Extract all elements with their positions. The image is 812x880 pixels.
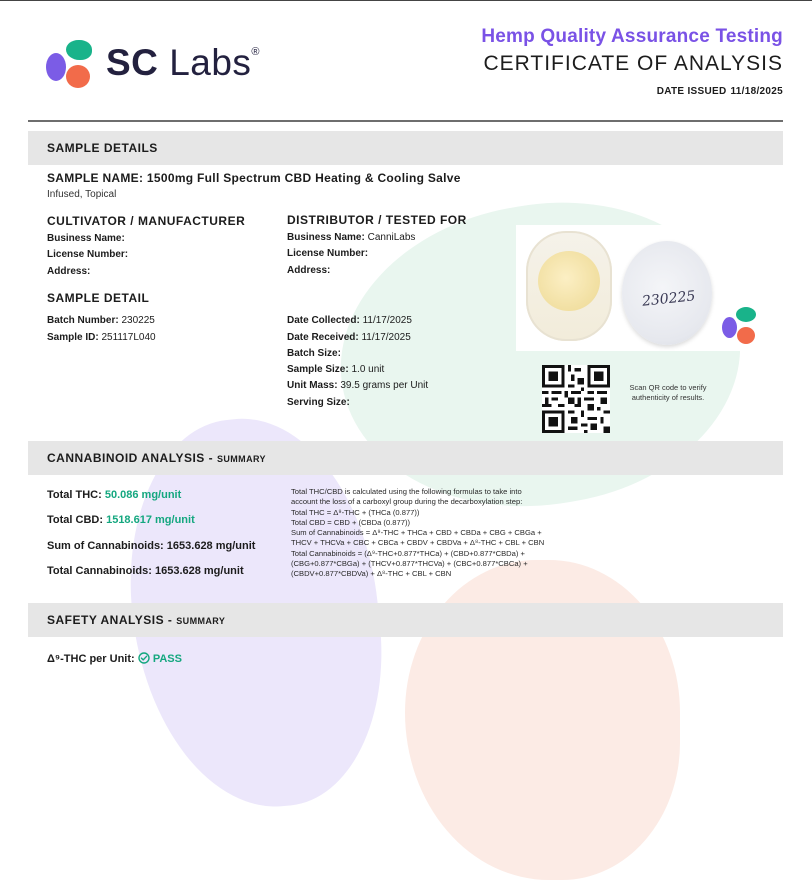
distributor-license: License Number:: [287, 248, 369, 259]
logo-orange-dot-icon: [66, 65, 90, 88]
formula-line: account the loss of a carboxyl group during the decarboxylation step:: [291, 497, 523, 507]
section-title: CANNABINOID ANALYSIS - SUMMARY: [47, 451, 266, 465]
section-bar-sample-details: [28, 131, 783, 165]
document-header: [481, 26, 783, 97]
photo-logo-icon: [722, 307, 762, 347]
delta9-thc-per-unit: Δ⁹-THC per Unit: PASS: [47, 653, 182, 665]
distributor-address: Address:: [287, 265, 331, 276]
logo-wordmark: SC Labs®: [106, 42, 261, 83]
distributor-heading: DISTRIBUTOR / TESTED FOR: [287, 213, 467, 227]
formula-line: (CBG+0.877*CBGa) + (THCV+0.877*THCVa) + (CBC+0.877*CBCa) +: [291, 559, 528, 569]
sample-size: Sample Size: 1.0 unit: [287, 364, 385, 375]
total-thc: Total THC: 50.086 mg/unit: [47, 489, 182, 501]
serving-size: Serving Size:: [287, 397, 350, 408]
jar-lid: [622, 241, 712, 345]
lid-batch-text: 230225: [641, 288, 697, 310]
distributor-business-name: Business Name: CanniLabs: [287, 232, 416, 243]
section-title: SAFETY ANALYSIS - SUMMARY: [47, 613, 226, 627]
logo-green-dot-icon: [66, 40, 92, 60]
formula-line: Total CBD = CBD + (CBDa (0.877)): [291, 517, 411, 527]
salve-jar: [526, 231, 612, 341]
unit-mass: Unit Mass: 39.5 grams per Unit: [287, 380, 429, 391]
pass-status: PASS: [152, 653, 182, 665]
sample-id: Sample ID: 251117L040: [47, 332, 156, 343]
sample-name: SAMPLE NAME: 1500mg Full Spectrum CBD Heating & Cooling Salve: [47, 171, 461, 185]
formula-line: Total THC = Δ⁹-THC + (THCa (0.877)): [291, 507, 420, 517]
sc-labs-logo: [46, 38, 266, 90]
date-issued: DATE ISSUED 11/18/2025: [656, 86, 783, 97]
cultivator-address: Address:: [47, 266, 91, 277]
cultivator-license: License Number:: [47, 249, 129, 260]
date-received: Date Received: 11/17/2025: [287, 332, 411, 343]
formula-line: Total THC/CBD is calculated using the following formulas to take into: [291, 487, 522, 496]
calculation-formulas: [291, 487, 576, 580]
sum-of-cannabinoids: Sum of Cannabinoids: 1653.628 mg/unit: [47, 540, 256, 552]
formula-line: THCV + THCVa + CBC + CBCa + CBDV + CBDVa + Δ⁸-THC + CBL + CBN: [291, 538, 545, 548]
section-bar-safety: [28, 603, 783, 637]
header-divider: [28, 120, 783, 122]
date-collected: Date Collected: 11/17/2025: [287, 315, 412, 326]
formula-line: Total Cannabinoids = (Δ⁹-THC+0.877*THCa) + (CBD+0.877*CBDa) +: [291, 548, 525, 558]
formula-line: Sum of Cannabinoids = Δ⁹-THC + THCa + CBD + CBDa + CBG + CBGa +: [291, 528, 542, 538]
total-cannabinoids: Total Cannabinoids: 1653.628 mg/unit: [47, 565, 244, 577]
sample-detail-heading: SAMPLE DETAIL: [47, 291, 150, 305]
header-subtitle: Hemp Quality Assurance Testing: [481, 26, 783, 47]
batch-size: Batch Size:: [287, 348, 341, 359]
logo-purple-dot-icon: [46, 53, 66, 81]
qr-scan-note: Scan QR code to verify authenticity of results.: [629, 383, 707, 402]
total-cbd: Total CBD: 1518.617 mg/unit: [47, 514, 195, 526]
cultivator-heading: CULTIVATOR / MANUFACTURER: [47, 214, 246, 228]
section-bar-cannabinoid: [28, 441, 783, 475]
sample-type: Infused, Topical: [47, 189, 117, 200]
qr-code-icon[interactable]: [542, 365, 610, 433]
section-title: SAMPLE DETAILS: [47, 141, 158, 155]
check-circle-icon: [138, 652, 150, 664]
header-title: CERTIFICATE OF ANALYSIS: [483, 52, 783, 75]
cultivator-business-name: Business Name:: [47, 233, 125, 244]
formula-line: (CBDV+0.877*CBDVa) + Δ⁸-THC + CBL + CBN: [291, 569, 452, 579]
batch-number: Batch Number: 230225: [47, 315, 155, 326]
product-photo: [516, 225, 782, 351]
top-border: [0, 0, 812, 1]
